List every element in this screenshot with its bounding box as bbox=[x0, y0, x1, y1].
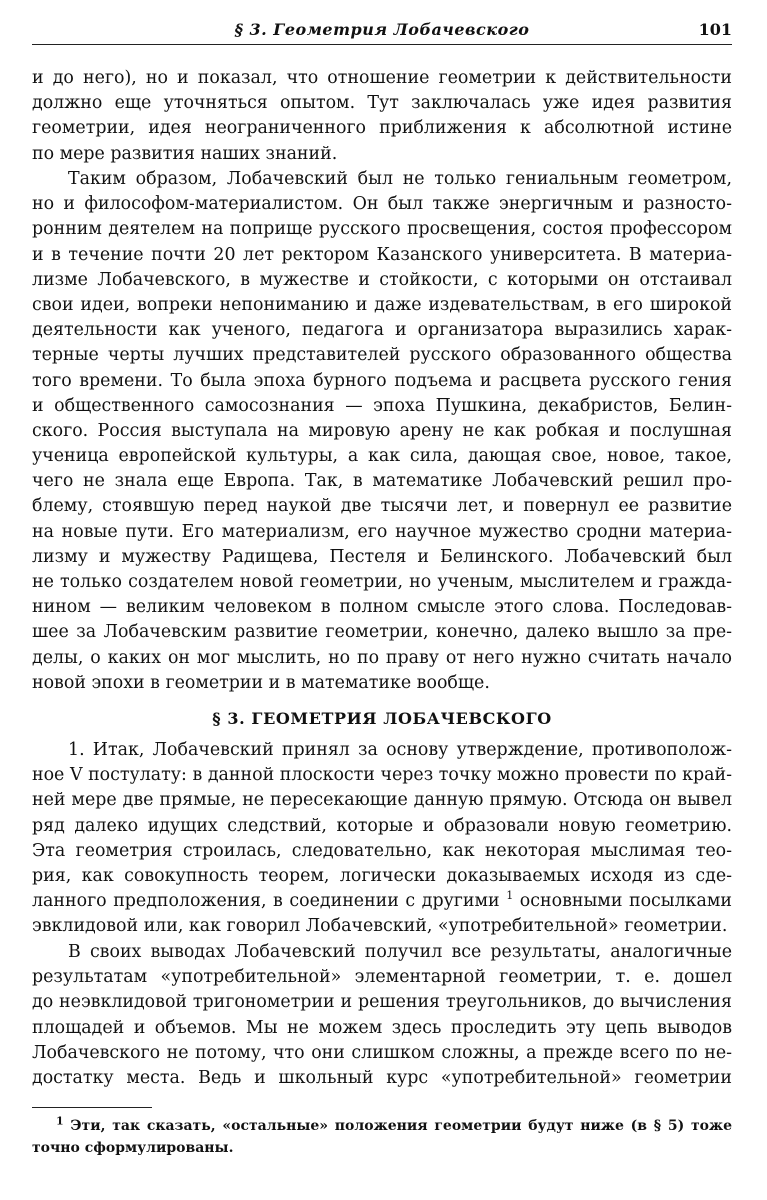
paragraph-continuation bbox=[32, 66, 732, 167]
footnote-marker: 1 bbox=[56, 1114, 64, 1128]
running-header bbox=[32, 18, 732, 45]
text-line: достатку места. Ведь и школьный курс «употребительной» геометрии bbox=[32, 1067, 732, 1088]
section-heading: § 3. ГЕОМЕТРИЯ ЛОБАЧЕВСКОГО bbox=[212, 709, 552, 728]
footnote-line bbox=[32, 1115, 732, 1137]
text-line: и в течение почти 20 лет ректором Казанского университета. В материа- bbox=[32, 244, 732, 265]
footnote-reference[interactable]: 1 bbox=[506, 889, 514, 903]
text-line: на новые пути. Его материализм, его научное мужество сродни материа- bbox=[32, 521, 732, 542]
text-line: эвклидовой или, как говорил Лобачевский, «употребительной» геометрии. bbox=[32, 916, 728, 937]
footnote bbox=[32, 1115, 732, 1159]
text-line: того времени. То была эпоха бурного подъема и расцвета русского гения bbox=[32, 370, 732, 391]
text-line: чего не знала еще Европа. Так, в математике Лобачевский решил про- bbox=[32, 471, 732, 492]
text-line: геометрии, идея неограниченного приближения к абсолютной истине bbox=[32, 118, 732, 139]
paragraph-results bbox=[32, 940, 732, 1091]
footnote-divider bbox=[32, 1107, 152, 1108]
text-line: и общественного самосознания — эпоха Пушкина, декабристов, Белин- bbox=[32, 395, 732, 416]
footnote-text: Эти, так сказать, «остальные» положения геометрии будут ниже (в § 5) тоже bbox=[70, 1118, 733, 1134]
text-line: В своих выводах Лобачевский получил все результаты, аналогичные bbox=[68, 942, 732, 962]
footnote-line: точно сформулированы. bbox=[32, 1140, 234, 1156]
text-line: ского. Россия выступала на мировую арену не как робкая и послушная bbox=[32, 420, 732, 441]
text-line-with-footnote-ref bbox=[32, 889, 732, 914]
text-line: новой эпохи в геометрии и в математике вообще. bbox=[32, 672, 490, 693]
text-line: ней мере две прямые, не пересекающие данную прямую. Отсюда он вывел bbox=[32, 790, 732, 811]
text-line: и до него), но и показал, что отношение геометрии к действительности bbox=[32, 68, 732, 88]
text-line: Таким образом, Лобачевский был не только гениальным геометром, bbox=[68, 169, 732, 189]
text-line: блему, стоявшую перед наукой две тысячи лет, и повернул ее развитие bbox=[32, 496, 732, 517]
text-line: 1. Итак, Лобачевский принял за основу утверждение, противополож- bbox=[68, 740, 732, 760]
text-line: свои идеи, вопреки непониманию и даже издевательствам, в его широкой bbox=[32, 294, 732, 315]
text-line: ряд далеко идущих следствий, которые и образовали новую геометрию. bbox=[32, 815, 732, 836]
text-line: площадей и объемов. Мы не можем здесь проследить эту цепь выводов bbox=[32, 1017, 732, 1038]
text-fragment: основными посылками bbox=[519, 891, 733, 912]
paragraph-lobachevsky-philosopher bbox=[32, 167, 732, 696]
text-line: нином — великим человеком в полном смысле этого слова. Последовав- bbox=[32, 597, 732, 618]
paragraph-section-intro bbox=[32, 738, 732, 940]
text-line: лизме Лобачевского, в мужестве и стойкости, с которыми он отстаивал bbox=[32, 269, 732, 290]
text-line: до неэвклидовой тригонометрии и решения треугольников, до вычисления bbox=[32, 992, 732, 1013]
text-line: деятельности как ученого, педагога и организатора выразились харак- bbox=[32, 320, 732, 341]
text-line: но и философом-материалистом. Он был также энергичным и разносто- bbox=[32, 194, 732, 215]
text-line: лизму и мужеству Радищева, Пестеля и Белинского. Лобачевский был bbox=[32, 546, 732, 567]
running-title: § 3. Геометрия Лобачевского bbox=[234, 20, 530, 39]
text-line: ное V постулату: в данной плоскости через точку можно провести по край- bbox=[32, 765, 732, 786]
text-line: по мере развития наших знаний. bbox=[32, 143, 338, 164]
text-line: ронним деятелем на поприще русского просвещения, состоя профессором bbox=[32, 219, 732, 240]
text-fragment: ланного предположения, в соединении с другими bbox=[32, 891, 500, 912]
text-line: шее за Лобачевским развитие геометрии, конечно, далеко вышло за пре- bbox=[32, 622, 732, 643]
text-line: рия, как совокупность теорем, логически доказываемых исходя из сде- bbox=[32, 865, 732, 886]
text-line: ученица европейской культуры, а как сила, дающая свое, новое, такое, bbox=[32, 446, 732, 467]
text-line: не только создателем новой геометрии, но ученым, мыслителем и гражда- bbox=[32, 572, 732, 592]
text-line: Эта геометрия строилась, следовательно, как некоторая мыслимая тео- bbox=[32, 840, 732, 861]
text-line: результатам «употребительной» элементарной геометрии, т. е. дошел bbox=[32, 967, 732, 988]
text-line: делы, о каких он мог мыслить, но по праву от него нужно считать начало bbox=[32, 647, 732, 668]
text-line: Лобачевского не потому, что они слишком сложны, а прежде всего по не- bbox=[32, 1042, 732, 1063]
text-line: должно еще уточняться опытом. Тут заключалась уже идея развития bbox=[32, 93, 732, 114]
page-number: 101 bbox=[698, 20, 732, 39]
text-line: терные черты лучших представителей русского образованного общества bbox=[32, 345, 732, 366]
